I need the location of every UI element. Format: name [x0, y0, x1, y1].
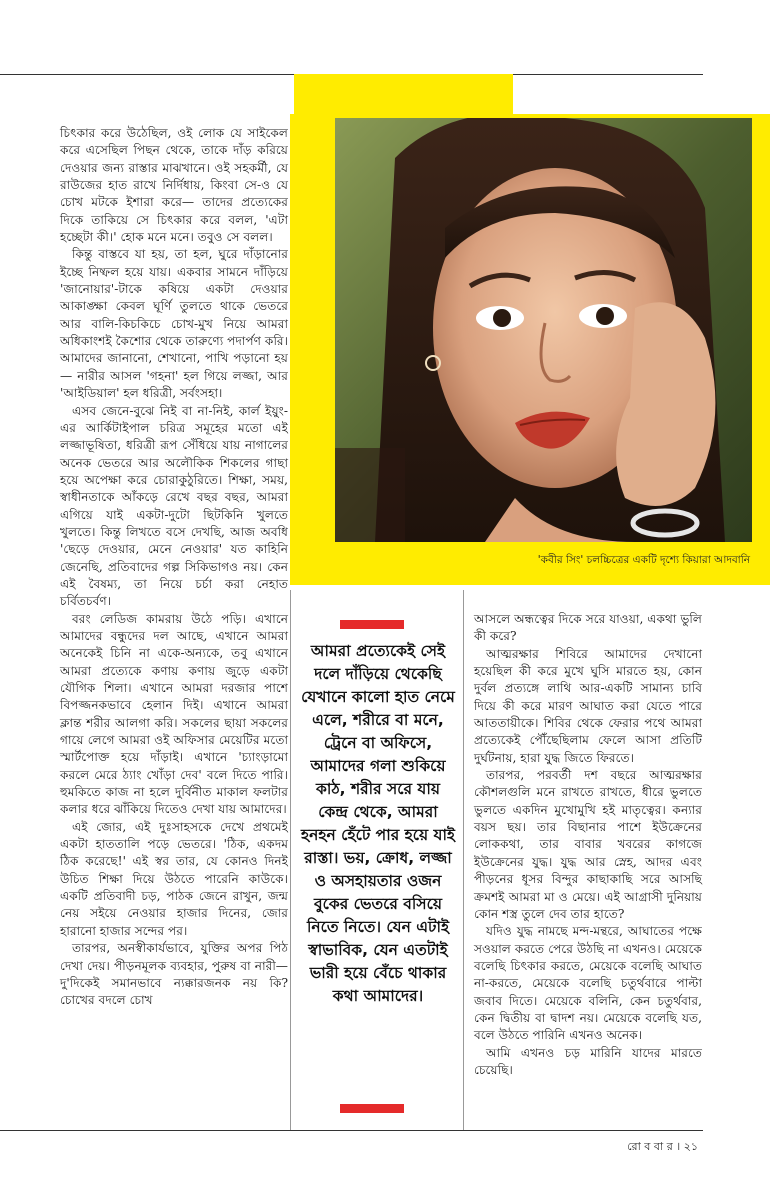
paragraph: এই জোর, এই দুঃসাহসকে দেখে প্রথমেই একটা হাততালি পড়ে ভেতরে। 'ঠিক, একদম ঠিক করেছে!' এই স্বর তার, যে কোনও দিনই উচিত শিক্ষা দিয়ে উঠতে পারেনি কাউকে। একটি প্রতিবাদী চড়, পাঠক জেনে রাখুন, জন্ম নেয় সইয়ে নেওয়ার হাজার দিনের, জোর হারানো হাজার সন্দের পর। — [60, 819, 288, 938]
photo-caption: 'কবীর সিং' চলচ্চিত্রের একটি দৃশ্যে কিয়ারা আদবানি — [537, 554, 750, 566]
paragraph: আসলে অন্ধত্বের দিকে সরে যাওয়া, একথা ভুলি কী করে? — [474, 612, 702, 644]
paragraph: চিৎকার করে উঠেছিল, ওই লোক যে সাইকেল করে এসেছিল পিছন থেকে, তাকে দাঁড় করিয়ে দেওয়ার জন্য রাস্তার মাঝখানে। ওই সহকর্মী, যে রাউজের হাত রাখে নির্দিধায়, কিংবা সে-ও যে চোখ মটকে ইশারা করে— তাদের প্রত্যেকের দিকে তাকিয়ে সে চিৎকার করে বলল, 'এটা হচ্ছেটা কী।' হোক মনে মনে। তবুও সে বলল। — [60, 126, 288, 245]
woman-portrait-image — [335, 118, 752, 542]
paragraph: যদিও যুদ্ধ নামছে মন্দ-মন্থরে, আঘাতের পক্ষে সওয়াল করতে পেরে উঠছি না এখনও। মেয়েকে বলেছি চিৎকার করতে, মেয়েকে বলেছি আঘাত না-করতে, মেয়েকে বলেছি চতুর্থবারে পাল্টা জবাব দিতে। মেয়েকে বলিনি, কেন চতুর্থবার, কেন দ্বিতীয় বা দ্বাদশ নয়। মেয়েকে বলেছি যত, বলে উঠতে পারিনি এখনও অনেক। — [474, 924, 702, 1043]
page-footer: রো ব বা র । ২১ — [627, 1140, 698, 1153]
paragraph: আত্মরক্ষার শিবিরে আমাদের দেখানো হয়েছিল কী করে মুখে ঘুসি মারতে হয়, কোন দুর্বল প্রত্যঙ্গে লাথি আর-একটি সামান্য চাবি দিয়ে কী করে মারণ আঘাত করা যেতে পারে আততায়ীকে। শিবির থেকে ফেরার পথে আমরা প্রত্যেকেই পৌঁছেছিলাম ফেলে আসা প্রতিটি দুর্ঘটনায়, হারা যুদ্ধ জিতে ফিরতে। — [474, 646, 702, 765]
pull-quote-top-bar — [340, 620, 404, 629]
article-column-right — [474, 611, 702, 1079]
pull-quote: আমরা প্রত্যেকেই সেই দলে দাঁড়িয়ে থেকেছি যেখানে কালো হাত নেমে এলে, শরীরে বা মনে, ট্রেনে বা অফিসে, আমাদের গলা শুকিয়ে কাঠ, শরীর সরে যায় কেন্দ্র থেকে, আমরা হনহন হেঁটে পার হয়ে যাই রাস্তা। ভয়, ক্রোধ, লজ্জা ও অসহায়তার ওজন বুকের ভেতরে বসিয়ে নিতে নিতে। যেন এটাই স্বাভাবিক, যেন এতটাই ভারী হয়ে বেঁচে থাকার কথা আমাদের। — [300, 642, 455, 1005]
paragraph: কিন্তু বাস্তবে যা হয়, তা হল, ঘুরে দাঁড়ানোর ইচ্ছে নিষ্ফল হয়ে যায়। একবার সামনে দাঁড়িয়ে 'জানোয়ার'-টাকে কষিয়ে একটা দেওয়ার আকাঙ্ক্ষা কেবল ঘূর্ণি তুলতে থাকে ভেতরে আর বালি-কিচকিচে চোখ-মুখ নিয়ে আমরা অধিকাংশই কৈশোর থেকে তারুণ্যে পদার্পণ করি। আমাদের জানানো, শেখানো, পাখি পড়ানো হয়— নারীর আসল 'গহনা' হল গিয়ে লজ্জা, আর 'আইডিয়াল' হল ধরিত্রী, সর্বংসহা। — [60, 247, 288, 401]
pull-quote-bottom-bar — [340, 1104, 404, 1113]
yellow-accent-band — [294, 74, 513, 114]
paragraph: তারপর, পরবর্তী দশ বছরে আত্মরক্ষার কৌশলগুলি মনে রাখতে রাখতে, ধীরে ভুলতে ভুলতে একদিন মুখোমুখি হই মাতৃত্বের। কন্যার বয়স ছয়। তার বিছানার পাশে ইউক্রেনের লোককথা, তার বাবার খবরের কাগজে ইউক্রেনের যুদ্ধ। যুদ্ধ আর স্নেহ, আদর এবং পীড়নের ধূসর বিন্দুর কাছাকাছি সরে আসছি ক্রমশই আমরা মা ও মেয়ে। এই আগ্রাসী দুনিয়ায় কোন শস্ত্র তুলে দেব তার হাতে? — [474, 768, 702, 921]
paragraph: বরং লেডিজ কামরায় উঠে পড়ি। এখানে আমাদের বন্ধুদের দল আছে, এখানে আমরা অনেকেই চিনি না একে-অন্যকে, তবু এখানে আমরা প্রত্যেকে কণায় কণায় জুড়ে একটা যৌগিক শিলা। এখানে আমরা দরজার পাশে বিপজ্জনকভাবে হেলান দিই। এখানে আমরা ক্লান্ত শরীর আলগা করি। সকলের ছায়া সকলের গায়ে লেগে আমরা ওই অফিসার মেয়েটির মতো স্মার্টপোক্ত হয়ে দাঁড়াই। এখানে 'চ্যাংড়ামো করলে মেরে ঠ্যাং খোঁড়া দেব' বলে দিতে পারি। হুমকিতে কাজ না হলে দুর্বিনীত মাকাল ফলটার কলার ধরে ঝাঁকিয়ে দিতেও দেখা যায় আমাদের। — [60, 611, 288, 817]
paragraph: এসব জেনে-বুঝে নিই বা না-নিই, কার্ল ইয়ুং-এর আর্কিটাইপাল চরিত্র সমূহের মতো এই লজ্জাভূষিতা, ধরিত্রী রূপ সেঁধিয়ে যায় নাগালের অনেক ভেতরে আর অলৌকিক শিকলের গাছা হয়ে অপেক্ষা করে চোরাকুঠুরিতে। শিক্ষা, সময়, স্বাধীনতাকে আঁকড়ে রেখে বছর বছর, আমরা এগিয়ে যাই একটা-দুটো ছিটকিনি খুলতে খুলতে। কিন্তু লিখতে বসে দেখছি, আজ অবধি 'ছেড়ে দেওয়ার, মেনে নেওয়ার' যত কাহিনি জেনেছি, প্রতিবাদের গল্প সিকিভাগও নয়। কেন এই বৈষম্য, তা নিয়ে চর্চা করা নেহাত চর্বিতচর্বণ। — [60, 403, 288, 609]
column-divider — [290, 590, 291, 1130]
bottom-rule — [0, 1130, 703, 1131]
column-divider — [463, 590, 464, 1130]
article-column-left — [60, 125, 288, 1010]
paragraph: আমি এখনও চড় মারিনি যাদের মারতে চেয়েছি। — [474, 1045, 702, 1077]
paragraph: তারপর, অনস্বীকার্যভাবে, যুক্তির অপর পিঠ দেখা দেয়। পীড়নমূলক ব্যবহার, পুরুষ বা নারী— দু'দিকেই সমানভাবে ন্যক্কারজনক নয় কি? চোখের বদলে চোখ — [60, 941, 288, 1008]
article-photo — [335, 118, 752, 542]
